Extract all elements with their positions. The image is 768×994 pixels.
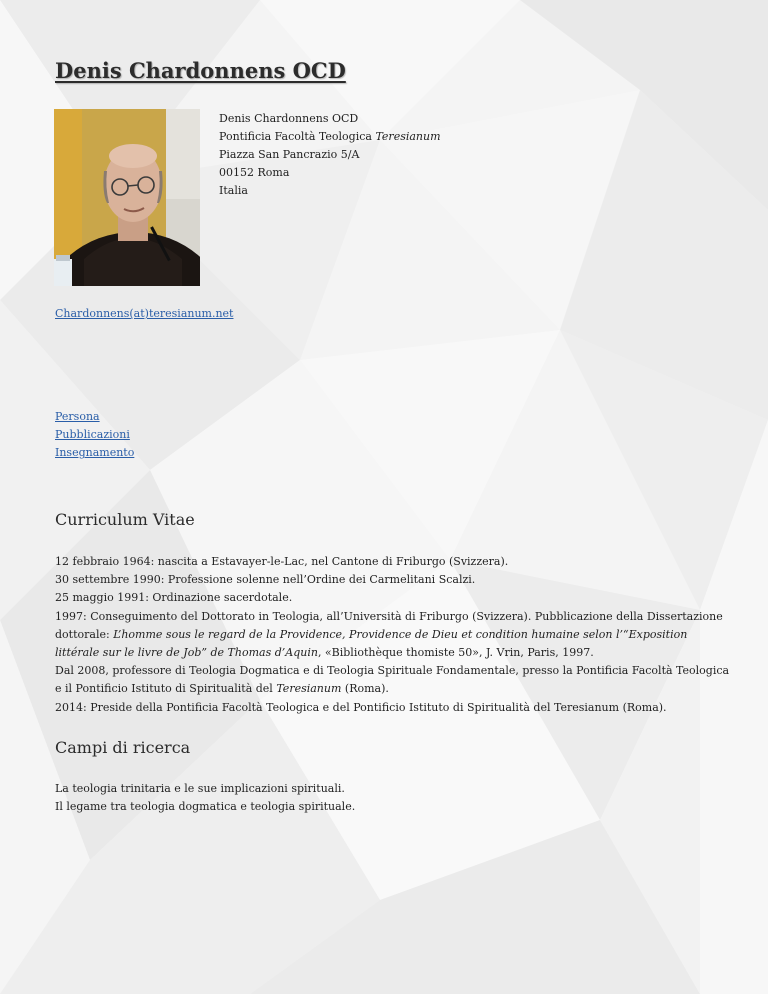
cv-line: 12 febbraio 1964: nascita a Estavayer-le-Lac, nel Cantone di Friburgo (Svizzera). <box>55 555 509 568</box>
curriculum-text <box>55 553 735 717</box>
contact-address <box>219 110 441 200</box>
profile-photo <box>54 109 200 286</box>
cv-line: Dal 2008, professore di Teologia Dogmatica e di Teologia Spirituale Fondamentale, presso la Pontificia Facoltà Teologica e il Pontificio Istituto di Spiritualità del Teresianum (Roma). <box>55 664 730 696</box>
curriculum-heading: Curriculum Vitae <box>55 510 195 529</box>
address-street: Piazza San Pancrazio 5/A <box>219 148 360 161</box>
cv-line: 1997: Conseguimento del Dottorato in Teologia, all’Università di Friburgo (Svizzera). Pubblicazione della Dissertazione dottorale: L’homme sous le regard de la Providence, Providence de Dieu et condition humaine selon l’“Exposition littérale sur le livre de Job” de Thomas d’Aquin, «Bibliothèque thomiste 50», J. Vrin, Paris, 1997. <box>55 609 723 660</box>
address-country: Italia <box>219 184 248 197</box>
email-link[interactable]: Chardonnens(at)teresianum.net <box>55 307 234 320</box>
address-city: 00152 Roma <box>219 166 290 179</box>
cv-line: 2014: Preside della Pontificia Facoltà Teologica e del Pontificio Istituto di Spiritualità del Teresianum (Roma). <box>55 700 667 714</box>
nav-link-insegnamento[interactable]: Insegnamento <box>55 446 135 460</box>
nav-link-pubblicazioni[interactable]: Pubblicazioni <box>55 428 130 442</box>
section-nav <box>55 408 134 463</box>
research-line: Il legame tra teologia dogmatica e teologia spirituale. <box>55 800 356 814</box>
address-institution: Pontificia Facoltà Teologica Teresianum <box>219 130 441 143</box>
page-title: Denis Chardonnens OCD <box>55 58 346 83</box>
address-name: Denis Chardonnens OCD <box>219 112 359 125</box>
cv-line: 25 maggio 1991: Ordinazione sacerdotale. <box>55 591 293 605</box>
research-line: La teologia trinitaria e le sue implicazioni spirituali. <box>55 782 345 795</box>
research-heading: Campi di ricerca <box>55 738 191 757</box>
research-text <box>55 780 355 816</box>
cv-line: 30 settembre 1990: Professione solenne nell’Ordine dei Carmelitani Scalzi. <box>55 573 476 587</box>
nav-link-persona[interactable]: Persona <box>55 410 100 423</box>
